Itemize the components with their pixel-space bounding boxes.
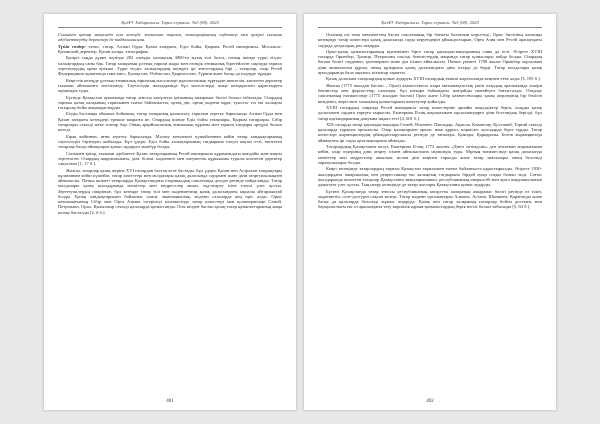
paragraph: Жалпы, татарлар қазақ жеріне ХVІ ғасырдан бастап келе бастады. Бұл үдеріс Қазан мен Астрахан хандықтары құлағаннан кейін күшейіп, татар көпестері мен молдалары қазақ даласында саудамен және діни ағартушылықпен айналысты. Патша өкіметі татарларды Қазақстандағы отаршылдық саясатында делдал ретінде пайдаланды. Татар молдалары қазақ ауылдарында мешіттер мен медреселер ашып, оқу-ағарту ісіне елеулі үлес қосты. Зерттеушілердің пікірінше, бұл кезеңде татар тілі мен мәдениетінің қазақ даласындағы ықпалы айтарлықтай болды. Қазақ хандықтарымен байланыс саяси, экономикалық, мәдени салаларда кең өріс алды. Орыс патшалығының Сібір мен Орта Азияға ілгерілеуі нәтижесінде татар көпестері мен қолөнершілері Семей, Петропавл, Орал, Қызылжар секілді қалаларда қоныстанды. Осы кезден бастап қазақ-татар қатынастарының жаңа кезеңі басталды [2, 6 б.]. [58,167,282,215]
paragraph: Қазіргі таңда дүние жүзінде 282 әлемдік халықтың 3000-ға жуық тілі болса, соның ішінде түркі тілдес халықтардың саны бар. Татар халқының ұлттық тарихи жады мен өзіндік этникалық бірегейлігін сақтауда тарихи зерттеулердің орны ерекше. Түркі тілдес халықтардың ішіндегі ірі этностардың бірі – татарлар, олар Ресей Федерациясы аумағында ғана емес, Қазақстан, Өзбекстан, Қырғызстан, Түркия және басқа да елдерде тұрады. [58,55,282,77]
paragraph: Бүгінгі Қазақстанда татар этносы республиканың көпұлтты халқының ажырамас бөлігі ретінде өз тілін, мәдениетін, салт-дәстүрін сақтап келеді. Татар мәдени орталықтары Алматы, Астана, Шымкент, Қарағанды және басқа да қалаларда белсенді жұмыс атқаруда. Қазақ пен татар халқының ғасырлар бойғы достығы мен бауырластығы екі ел арасындағы тату көршілік қарым-қатынастардың берік негізі болып табылады [5, 84 б.]. [318,188,542,210]
keywords-text: этнос, татар, Алтын Орда, Қазан хандығы, Еділ бойы, Қырым, Ресей империясы, Мосальск-Қазанский деректер, Қазан халқы, этнография. [58,43,282,54]
paragraph: Осының өзі ғана мемлекеттің басты саясатының бір бағыты болғанын көрсетеді. Орыс билігінің алғашқы кезеңінде татар көпестері қазақ даласында сауда керуендерін ұйымдастырып, Орта Азия мен Ресей арасындағы саудада делдалдық рөл атқарды. [318,32,542,48]
right-page-body [318,32,542,394]
keywords-line [58,44,282,55]
left-page-body [58,32,282,394]
keywords-label: Түйін сөздер: [58,43,86,49]
paragraph: Татарлардың Қазақстанға келуі, Екатерина ІІ-нің 1773 жылғы «Дінге төзімділік» деп аталатын жарлығынан кейін, олар өздерінің діни ағарту ісімен айналысуына мүмкіндік туды. Мұның нәтижесінде қазақ даласында мешіттер мен медреселер ашылып, ислам діні кеңінен таралды және татар зиялылары оның белсенді таратушылары болды. [318,144,542,165]
paragraph: Біздің бастапқы ойымыз бойынша, татар халқының қалыптасу тарихын зерттеу барысында Алтын Орда мен Қазан хандығы кезеңдері ерекше маңызға ие. Олардың ішінде Еділ бойы татарлары, Қырым татарлары, Сібір татарлары секілді жеке топтар бар. Оның әрқайсысының этникалық құрамы мен тарихи тағдыры әртүрлі болып келеді. [58,111,282,133]
paragraph: ХVІІІ ғасырдың соңында Ресей империясы татар көпестеріне арнайы жеңілдіктер беріп, оларды қазақ даласымен саудаға тартуға тырысты. Екатерина ІІ-нің жарлығымен мұсылмандарға діни бостандық берілді, бұл татар қауымдарының дамуына ықпал етті [4, 601 б.]. [318,105,542,121]
paragraph: Жалпы (1775 жылдан бастап – Орал) казачествосы өзара ынтымақтастық үшін олардың аралығында әскери бекіністер мен форпосттар салынды, бұл шекара бойындағы жағдайды нығайтуға бағытталды. Отарлау саясатының нәтижесінде (1775 жылдан бастап) Орал және Сібір казачестволары қазақ жерлерінің бір бөлігін иемденіп, жергілікті халықтың қоныстарына шектеулер қойылды. [318,82,542,104]
paragraph: Орыс-қазақ қатынастарының күшеюімен бірге татар қауымдастықтарының саны да өсті. Әсіресе ХVІІІ ғасырда Орынбор, Троицк, Петропавл секілді бекіністердің маңында татар қоныстары пайда болды. Олардың басым бөлігі саудамен, қолөнермен және дін ісімен айналысты. Патша үкіметі 1788 жылы Орынбор мұсылман діни жиналысын құрып, оның құзырына қазақ даласындағы діни істерді де берді. Татар молдалары қазақ ауылдарында бала оқытып, кітаптар таратты. [318,48,542,75]
page-number: 401 [166,399,174,404]
running-header: ҚазҰУ Хабаршысы. Тарих сериясы. №3 (98). 2020 [58,20,282,28]
paragraph: ХІХ ғасырда татар қауымдастықтары Семей, Өскемен, Павлодар, Ақмола, Көкшетау, Қостанай, Торғай секілді қалаларда тұрақты орналасты. Олар қазақтармен аралас неке құрып, көршілес ауылдарда бірге тұрды. Татар көпестері жәрмеңкелердің ұйымдастырушысы ретінде де танылды. Қоянды, Қарқаралы, Ботов жәрмеңкелері аймақтағы ірі сауда орталықтарына айналды. [318,121,542,143]
left-page [44,14,296,410]
paragraph: Сонымен қатар, ғылыми әдебиетте Қазан татарларының Ресей империясы құрамындағы жағдайы жан-жақты зерттелген. Олардың шаруашылығы, діні, білімі, мәдениеті мен әлеуметтік құрылымы туралы көптеген деректер сақталған [1, 17 б.]. [58,150,282,167]
paragraph: Кеңестік кезеңде ұлттық-этникалық тарихтың мәселелері идеологиялық тұрғыдан шектеліп, көптеген деректер ғылыми айналымға енгізілмеді. Тәуелсіздік жылдарында бұл мәселелерді жаңа көзқараспен қарастыруға мүмкіндік туды. [58,77,282,94]
right-page [304,14,556,410]
paragraph: Бірақ кейіннен, яғни зерттеу барысында, Мәскеу мемлекеті күшейгеннен кейін татар хандықтарының тәуелсіздігі біртіндеп жойылды. Бұл үдеріс Еділ бойы халықтарының тағдырына елеулі ықпал етті, көптеген татарлар басқа аймақтарға қоныс аударуға мәжбүр болды. [58,133,282,150]
paragraph: Қазақ даласына татарлардың қоныс аударуы ХVІІІ ғасырдың екінші жартысында кеңінен етек алды [3, 195 б.]. [326,76,541,82]
page-number: 402 [426,399,434,404]
paragraph: Кеңес кезеңінде татарлардың тарихы Қазақстан тарихымен тығыз байланыста қарастырылды. Әсіресе 1930-жылдардағы ашаршылық пен репрессиялар екі халықтың тағдырына бірдей ауыр соққы болып тиді. Соғыс жылдарында көптеген татарлар Қазақстанға эвакуацияланып, республиканың өнеркәсібі мен ауыл шаруашылығын дамытуға үлес қосты. Тың игеру кезеңінде де татар жастары Қазақстанға қоныс аударды. [318,166,542,188]
abstract-text: Сонымен қатар мақалада осы кезеңде жазылған тарихи, этнографиялық еңбектер мен қазіргі ғылыми әдебиеттердің деректері де пайдаланылған. [58,32,282,43]
paragraph: Бүгінде Қазақстан аумағында татар этносы көпұлтты қоғамның ажырамас бөлігі болып табылады. Олардың тарихы қазақ халқының тарихымен тығыз байланысты, ортақ дін, ортақ мәдени мұра, туыстас тіл екі халықты ғасырлар бойы жақындастырды. [58,94,282,110]
running-header: ҚазҰУ Хабаршысы. Тарих сериясы. №3 (98). 2020 [318,20,542,28]
